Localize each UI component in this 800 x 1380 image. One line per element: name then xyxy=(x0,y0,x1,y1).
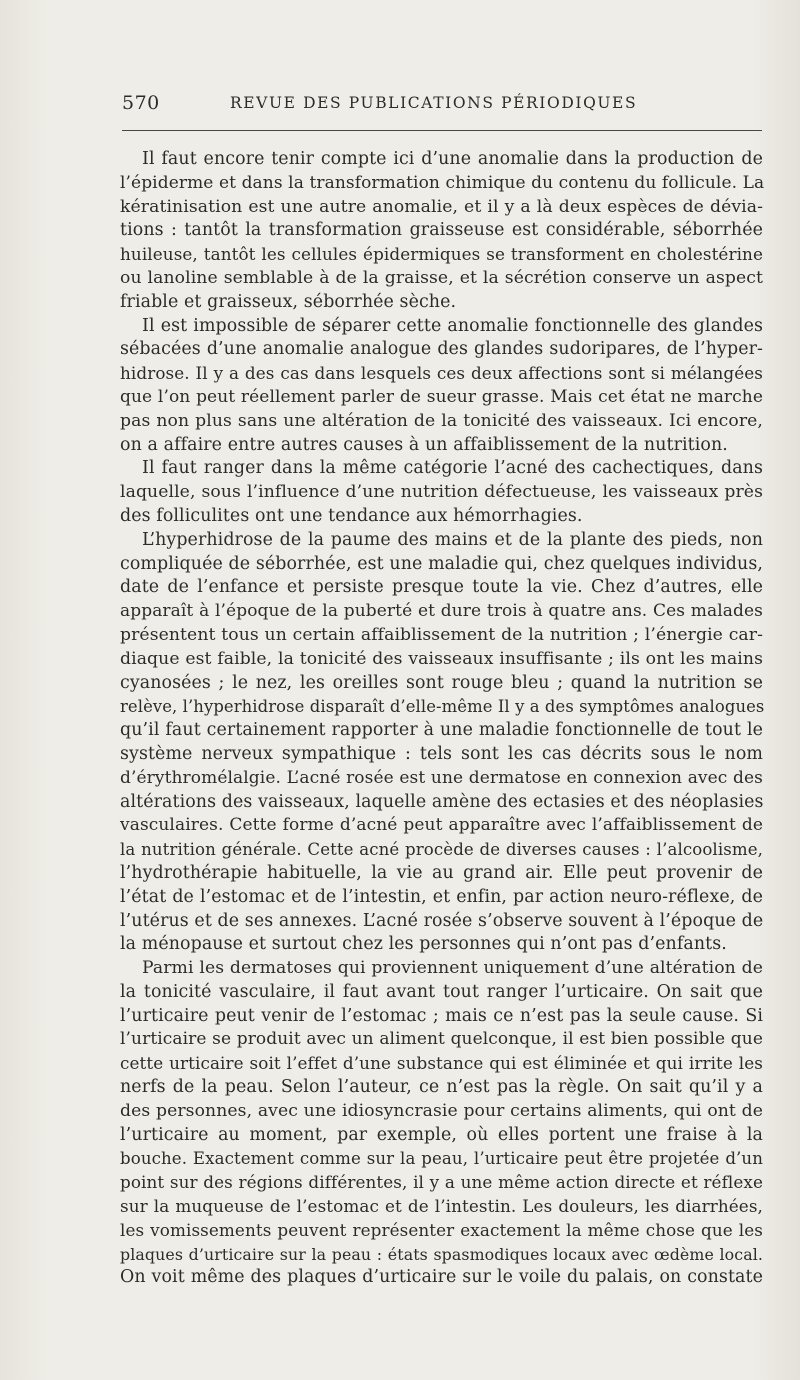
text-line: des personnes, avec une idiosyncrasie pour certains aliments, qui ont de xyxy=(120,1100,763,1121)
text-line: relève, l’hyperhidrose disparaît d’elle-même Il y a des symptômes analogues xyxy=(120,697,765,717)
text-line: Il faut encore tenir compte ici d’une anomalie dans la production de xyxy=(142,149,763,169)
text-line: Il est impossible de séparer cette anomalie fonctionnelle des glandes xyxy=(142,315,763,336)
text-line: L’hyperhidrose de la paume des mains et de la plante des pieds, non xyxy=(142,529,763,550)
text-line: bouche. Exactement comme sur la peau, l’urticaire peut être projetée d’un xyxy=(120,1149,763,1169)
text-line: kératinisation est une autre anomalie, et il y a là deux espèces de dévia- xyxy=(120,196,763,217)
text-line: système nerveux sympathique : tels sont les cas décrits sous le nom xyxy=(120,743,763,764)
text-line: que l’on peut réellement parler de sueur grasse. Mais cet état ne marche xyxy=(120,386,763,407)
text-line: l’utérus et de ses annexes. L’acné rosée s’observe souvent à l’époque de xyxy=(120,910,764,931)
text-line: l’urticaire se produit avec un aliment quelconque, il est bien possible que xyxy=(120,1029,763,1050)
text-line: la ménopause et surtout chez les personnes qui n’ont pas d’enfants. xyxy=(120,934,727,955)
text-line: la tonicité vasculaire, il faut avant tout ranger l’urticaire. On sait que xyxy=(120,981,763,1002)
text-line: des folliculites ont une tendance aux hémorrhagies. xyxy=(120,505,583,526)
text-line: friable et graisseux, séborrhée sèche. xyxy=(120,291,457,312)
paragraph xyxy=(120,457,763,528)
text-line: point sur des régions différentes, il y a une même action directe et réflexe xyxy=(120,1172,763,1193)
paragraph xyxy=(120,529,763,957)
text-line: les vomissements peuvent représenter exactement la même chose que les xyxy=(120,1219,763,1240)
text-line: pas non plus sans une altération de la tonicité des vaisseaux. Ici encore, xyxy=(120,410,763,431)
text-line: l’urticaire au moment, par exemple, où elles portent une fraise à la xyxy=(120,1124,763,1145)
text-line: l’urticaire peut venir de l’estomac ; mais ce n’est pas la seule cause. Si xyxy=(120,1005,763,1026)
text-line: on a affaire entre autres causes à un affaiblissement de la nutrition. xyxy=(120,434,728,455)
text-line: huileuse, tantôt les cellules épidermiques se transforment en cholestérine xyxy=(120,244,763,265)
page-header xyxy=(122,92,762,118)
text-line: apparaît à l’époque de la puberté et dure trois à quatre ans. Ces malades xyxy=(120,601,763,622)
text-line: d’érythromélalgie. L’acné rosée est une dermatose en connexion avec des xyxy=(120,767,763,788)
text-line: la nutrition générale. Cette acné procède de diverses causes : l’alcoolisme, xyxy=(120,840,763,860)
text-line: altérations des vaisseaux, laquelle amène des ectasies et des néoplasies xyxy=(120,791,764,812)
body-text xyxy=(120,148,763,1290)
text-line: présentent tous un certain affaiblissement de la nutrition ; l’énergie car- xyxy=(120,624,763,645)
text-line: ou lanoline semblable à de la graisse, et la sécrétion conserve un aspect xyxy=(120,267,763,288)
paragraph xyxy=(120,315,763,458)
text-line: tions : tantôt la transformation graisseuse est considérable, séborrhée xyxy=(120,220,763,241)
text-line: l’hydrothérapie habituelle, la vie au grand air. Elle peut provenir de xyxy=(120,862,763,883)
text-line: l’état de l’estomac et de l’intestin, et enfin, par action neuro-réflexe, de xyxy=(120,886,763,907)
text-line: cyanosées ; le nez, les oreilles sont rouge bleu ; quand la nutrition se xyxy=(120,672,763,693)
text-line: cette urticaire soit l’effet d’une substance qui est éliminée et qui irrite les xyxy=(120,1053,763,1074)
text-line: nerfs de la peau. Selon l’auteur, ce n’est pas la règle. On sait qu’il y a xyxy=(120,1077,763,1098)
text-line: vasculaires. Cette forme d’acné peut apparaître avec l’affaiblissement de xyxy=(120,815,763,836)
running-title: REVUE DES PUBLICATIONS PÉRIODIQUES xyxy=(230,94,638,112)
text-line: sur la muqueuse de l’estomac et de l’intestin. Les douleurs, les diarrhées, xyxy=(120,1196,763,1217)
paragraph xyxy=(120,957,763,1290)
text-line: On voit même des plaques d’urticaire sur le voile du palais, on constate xyxy=(120,1267,763,1288)
text-line: Parmi les dermatoses qui proviennent uniquement d’une altération de xyxy=(142,958,763,979)
paragraph xyxy=(120,148,763,315)
text-line: hidrose. Il y a des cas dans lesquels ces deux affections sont si mélangées xyxy=(120,363,763,384)
text-line: date de l’enfance et persiste presque toute la vie. Chez d’autres, elle xyxy=(120,577,763,598)
text-line: laquelle, sous l’influence d’une nutrition défectueuse, les vaisseaux près xyxy=(120,482,763,503)
text-line: qu’il faut certainement rapporter à une maladie fonctionnelle de tout le xyxy=(120,720,763,741)
text-line: l’épiderme et dans la transformation chimique du contenu du follicule. La xyxy=(120,172,765,193)
text-line: plaques d’urticaire sur la peau : états spasmodiques locaux avec œdème local. xyxy=(120,1244,763,1264)
header-rule xyxy=(122,130,762,131)
page-number: 570 xyxy=(122,92,160,114)
text-line: diaque est faible, la tonicité des vaisseaux insuffisante ; ils ont les mains xyxy=(120,648,763,669)
text-line: Il faut ranger dans la même catégorie l’acné des cachectiques, dans xyxy=(142,458,763,479)
text-line: sébacées d’une anomalie analogue des glandes sudoripares, de l’hyper- xyxy=(120,339,763,360)
text-line: compliquée de séborrhée, est une maladie qui, chez quelques individus, xyxy=(120,553,763,574)
